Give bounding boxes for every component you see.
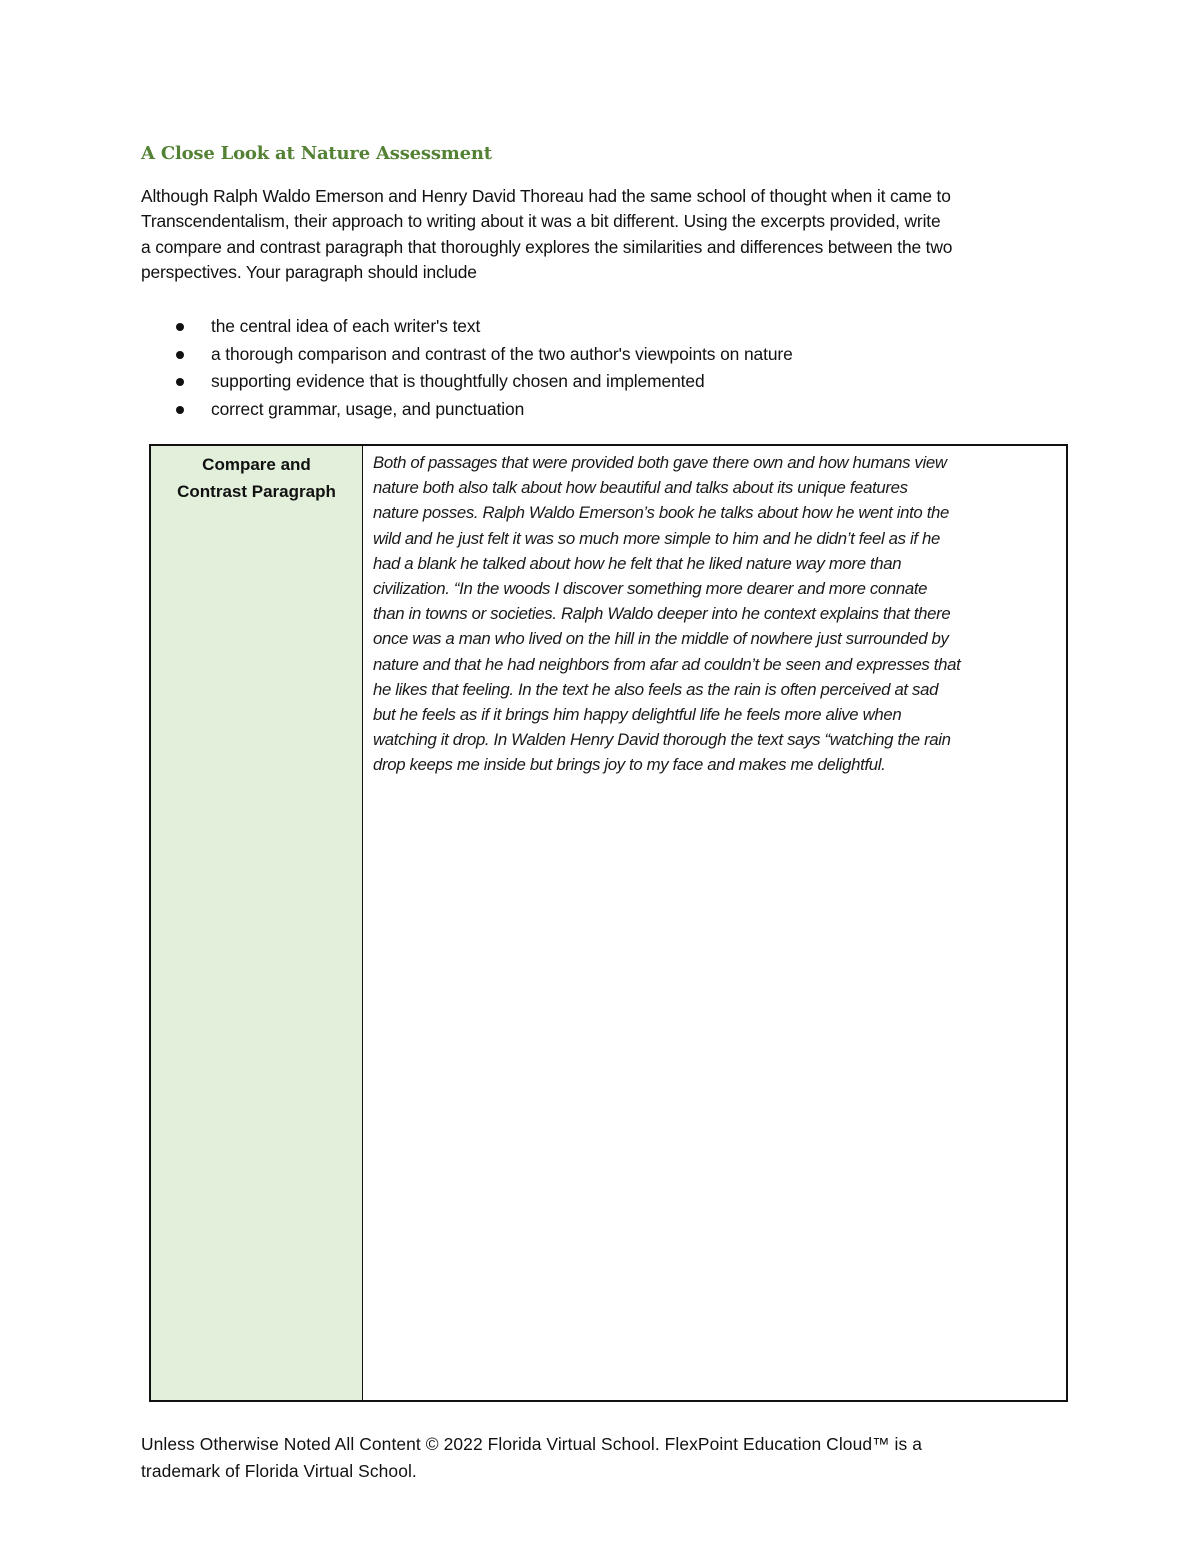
response-line: but he feels as if it brings him happy delightful life he feels more alive when (373, 705, 902, 725)
response-line: had a blank he talked about how he felt that he liked nature way more than (373, 553, 902, 573)
list-item-text: supporting evidence that is thoughtfully chosen and implemented (211, 371, 705, 391)
response-line: than in towns or societies. Ralph Waldo deeper into he context explains that there (373, 604, 951, 624)
footer-line: trademark of Florida Virtual School. (141, 1461, 417, 1481)
response-line: nature posses. Ralph Waldo Emerson’s book he talks about how he went into the (373, 503, 949, 523)
bullet-icon (176, 378, 184, 386)
response-line: wild and he just felt it was so much more simple to him and he didn’t feel as if he (373, 528, 940, 548)
bullet-icon (176, 406, 184, 414)
response-table (149, 444, 1068, 1402)
copyright-footer (141, 1431, 922, 1485)
label-line: Compare and (202, 455, 311, 474)
response-line: nature and that he had neighbors from afar ad couldn’t be seen and expresses that (373, 654, 961, 674)
response-line: Both of passages that were provided both gave there own and how humans view (373, 453, 947, 472)
list-item (141, 341, 793, 369)
list-item-text: the central idea of each writer's text (211, 316, 481, 336)
bullet-icon (176, 323, 184, 331)
response-line: watching it drop. In Walden Henry David thorough the text says “watching the rain (373, 730, 951, 750)
label-line: Contrast Paragraph (177, 482, 336, 501)
response-line: drop keeps me inside but brings joy to my face and makes me delightful. (373, 755, 886, 775)
intro-line: perspectives. Your paragraph should include (141, 261, 477, 282)
intro-paragraph (141, 184, 1066, 285)
table-label-cell (151, 446, 363, 1400)
response-line: civilization. “In the woods I discover something more dearer and more connate (373, 579, 928, 599)
response-line: nature both also talk about how beautiful and talks about its unique features (373, 478, 908, 498)
list-item (141, 313, 793, 341)
list-item-text: a thorough comparison and contrast of the two author's viewpoints on nature (211, 343, 793, 364)
response-cell[interactable] (363, 446, 1066, 1400)
footer-line: Unless Otherwise Noted All Content © 2022 Florida Virtual School. FlexPoint Education Cloud™ is a (141, 1434, 923, 1454)
requirements-list (141, 313, 793, 423)
list-item (141, 396, 793, 424)
intro-line: Although Ralph Waldo Emerson and Henry David Thoreau had the same school of thought when it came to (141, 186, 951, 206)
response-line: he likes that feeling. In the text he also feels as the rain is often perceived at sad (373, 679, 939, 699)
intro-line: a compare and contrast paragraph that thoroughly explores the similarities and differences between the two (141, 236, 953, 257)
list-item (141, 368, 793, 396)
document-title: A Close Look at Nature Assessment (141, 143, 492, 164)
response-line: once was a man who lived on the hill in the middle of nowhere just surrounded by (373, 629, 949, 649)
list-item-text: correct grammar, usage, and punctuation (211, 398, 525, 419)
intro-line: Transcendentalism, their approach to writing about it was a bit different. Using the excerpts provided, write (141, 211, 941, 232)
bullet-icon (176, 351, 184, 359)
